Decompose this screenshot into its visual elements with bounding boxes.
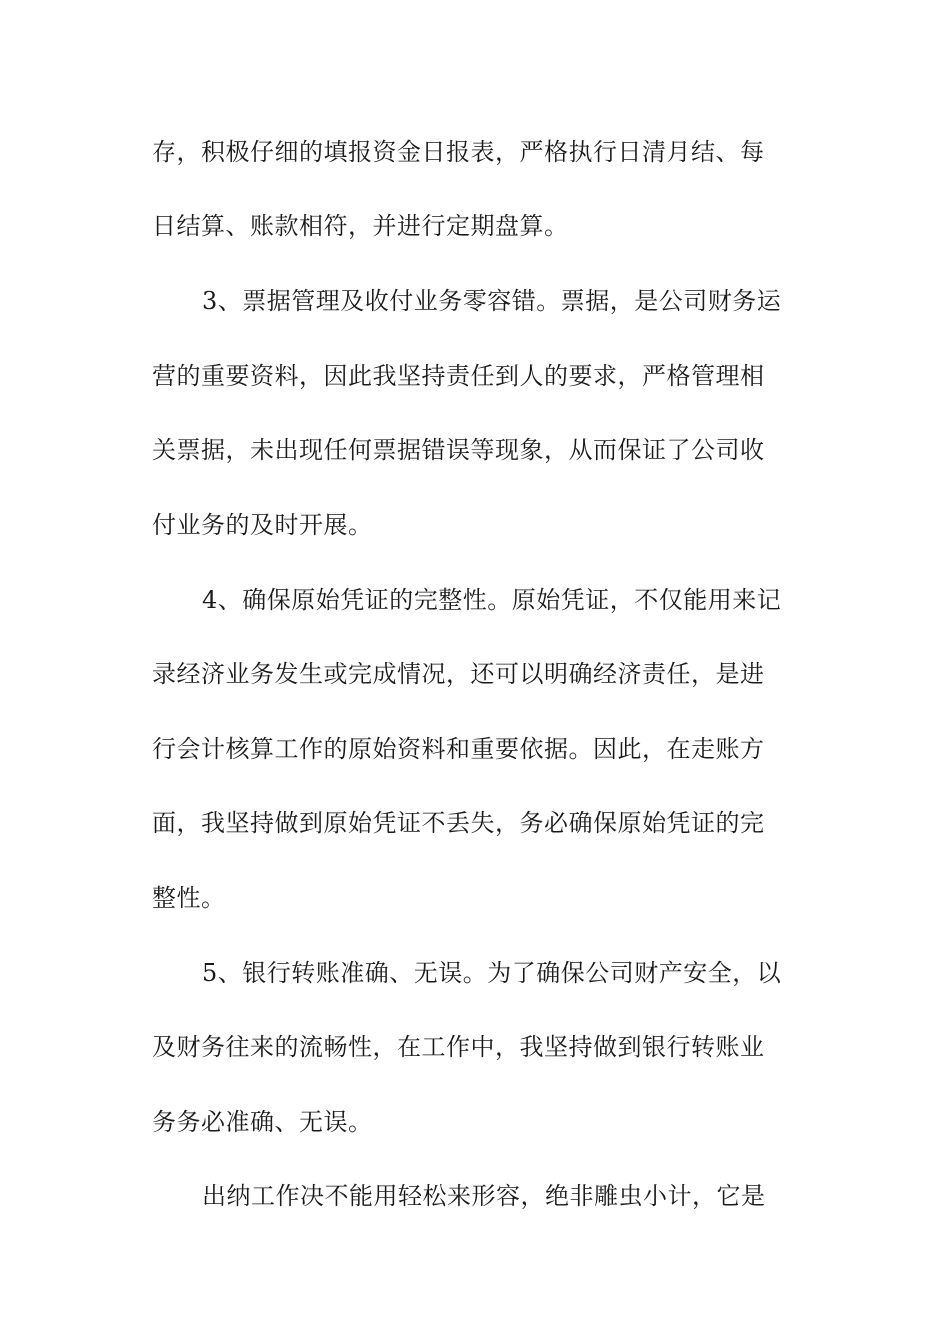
paragraph-5-start: 5、银行转账准确、无误。为了确保公司财产安全，以 [202,959,782,987]
paragraph-conclusion-start: 出纳工作决不能用轻松来形容，绝非雕虫小计，它是 [202,1182,766,1210]
text-line: 付业务的及时开展。 [152,511,373,539]
paragraph-4-start: 4、确保原始凭证的完整性。原始凭证，不仅能用来记 [202,586,782,614]
text-line: 日结算、账款相符，并进行定期盘算。 [152,212,569,240]
text-line: 面，我坚持做到原始凭证不丢失，务必确保原始凭证的完 [152,809,765,837]
text-line: 及财务往来的流畅性，在工作中，我坚持做到银行转账业 [152,1033,765,1061]
text-line: 存，积极仔细的填报资金日报表，严格执行日清月结、每 [152,138,765,166]
text-line: 录经济业务发生或完成情况，还可以明确经济责任，是进 [152,660,765,688]
text-line: 关票据，未出现任何票据错误等现象，从而保证了公司收 [152,436,765,464]
text-line: 行会计核算工作的原始资料和重要依据。因此，在走账方 [152,735,765,763]
text-line: 整性。 [152,884,226,912]
paragraph-3-start: 3、票据管理及收付业务零容错。票据，是公司财务运 [202,287,782,315]
text-line: 务务必准确、无误。 [152,1108,373,1136]
text-line: 营的重要资料，因此我坚持责任到人的要求，严格管理相 [152,362,765,390]
